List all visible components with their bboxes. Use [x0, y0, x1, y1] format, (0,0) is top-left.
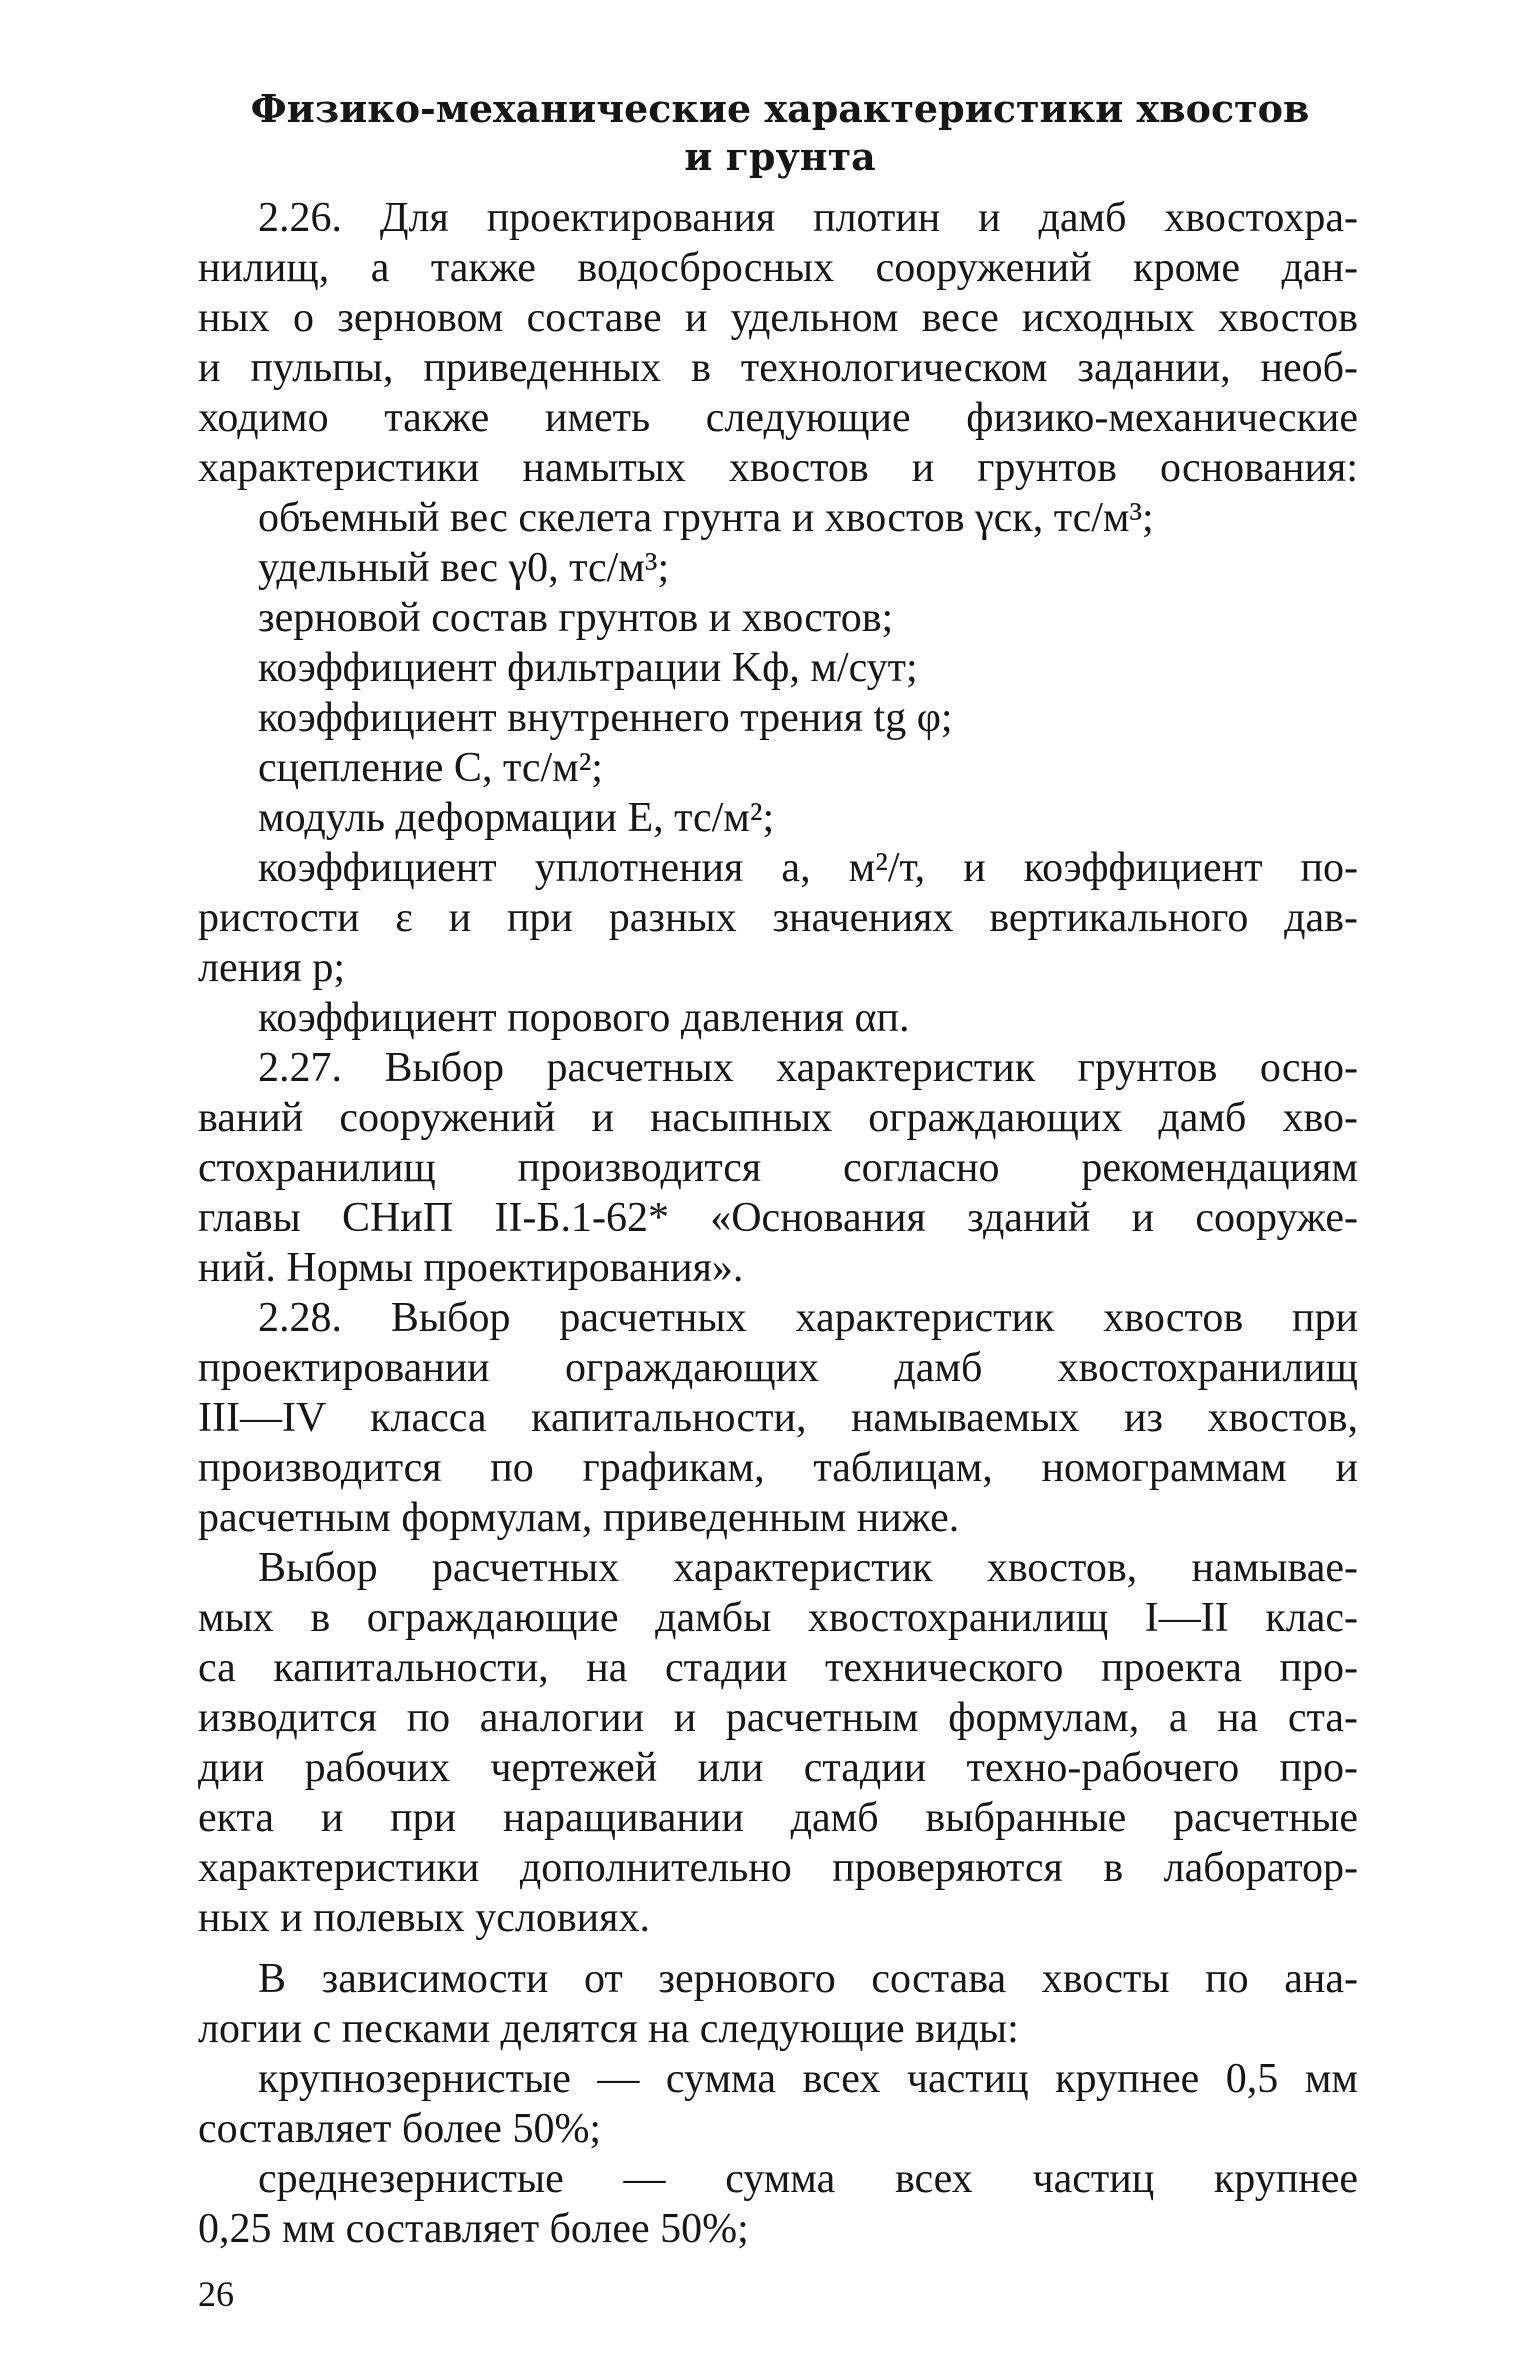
list-item: удельный вес γ0, тс/м³; [258, 545, 670, 591]
paragraph-2-27-line: стохранилищ производится согласно рекомендациям [198, 1145, 1358, 1191]
page-number: 26 [198, 2274, 234, 2314]
paragraph-line: Выбор расчетных характеристик хвостов, намывае- [258, 1545, 1358, 1591]
paragraph-2-26-line: 2.26. Для проектирования плотин и дамб хвостохра- [258, 195, 1358, 241]
paragraph-line: екта и при наращивании дамб выбранные расчетные [198, 1795, 1358, 1841]
paragraph-line: дии рабочих чертежей или стадии техно-рабочего про- [198, 1745, 1358, 1791]
paragraph-line: характеристики дополнительно проверяются в лаборатор- [198, 1845, 1358, 1891]
list-item: 0,25 мм составляет более 50%; [198, 2206, 749, 2252]
list-item: составляет более 50%; [198, 2106, 602, 2152]
section-title-line-1: Физико-механические характеристики хвостов [250, 86, 1310, 131]
paragraph-line: мых в ограждающие дамбы хвостохранилищ I—II клас- [198, 1595, 1358, 1641]
paragraph-2-27-line: главы СНиП II-Б.1-62* «Основания зданий и сооруже- [198, 1195, 1358, 1241]
list-item: среднезернистые — сумма всех частиц крупнее [258, 2156, 1358, 2202]
paragraph-line: са капитальности, на стадии технического проекта про- [198, 1645, 1358, 1691]
list-item: модуль деформации E, тс/м²; [258, 795, 775, 841]
list-item: ления p; [198, 945, 346, 991]
list-item: зерновой состав грунтов и хвостов; [258, 595, 894, 641]
paragraph-2-27-line: ваний сооружений и насыпных ограждающих дамб хво- [198, 1095, 1358, 1141]
list-item: сцепление C, тс/м²; [258, 745, 603, 791]
paragraph-2-28-line: проектировании ограждающих дамб хвостохранилищ [198, 1345, 1358, 1391]
list-item: коэффициент фильтрации Kф, м/сут; [258, 645, 918, 691]
paragraph-2-26-line: нилищ, а также водосбросных сооружений кроме дан- [198, 245, 1358, 291]
list-item: объемный вес скелета грунта и хвостов γск, тс/м³; [258, 495, 1154, 541]
list-item: коэффициент порового давления αп. [258, 995, 910, 1041]
paragraph-2-26-line: ных о зерновом составе и удельном весе исходных хвостов [198, 295, 1358, 341]
paragraph-2-28-line: III—IV класса капитальности, намываемых из хвостов, [198, 1395, 1358, 1441]
paragraph-2-27-line: 2.27. Выбор расчетных характеристик грунтов осно- [258, 1045, 1358, 1091]
paragraph-2-27-line: ний. Нормы проектирования». [198, 1245, 744, 1291]
list-item: крупнозернистые — сумма всех частиц крупнее 0,5 мм [258, 2056, 1358, 2102]
paragraph-line: В зависимости от зернового состава хвосты по ана- [258, 1956, 1358, 2002]
paragraph-2-28-line: расчетным формулам, приведенным ниже. [198, 1495, 960, 1541]
paragraph-2-26-line: ходимо также иметь следующие физико-механические [198, 395, 1358, 441]
paragraph-line: изводится по аналогии и расчетным формулам, а на ста- [198, 1695, 1358, 1741]
section-title-line-2: и грунта [684, 134, 876, 179]
paragraph-2-28-line: производится по графикам, таблицам, номограммам и [198, 1445, 1358, 1491]
paragraph-2-26-line: и пульпы, приведенных в технологическом задании, необ- [198, 345, 1358, 391]
list-item: коэффициент внутреннего трения tg φ; [258, 695, 953, 741]
paragraph-line: ных и полевых условиях. [198, 1895, 650, 1941]
paragraph-2-26-line: характеристики намытых хвостов и грунтов основания: [198, 445, 1358, 491]
paragraph-2-28-line: 2.28. Выбор расчетных характеристик хвостов при [258, 1295, 1358, 1341]
paragraph-line: логии с песками делятся на следующие виды: [198, 2006, 1019, 2052]
list-item: ристости ε и при разных значениях вертикального дав- [198, 895, 1358, 941]
list-item: коэффициент уплотнения a, м²/т, и коэффициент по- [258, 845, 1358, 891]
